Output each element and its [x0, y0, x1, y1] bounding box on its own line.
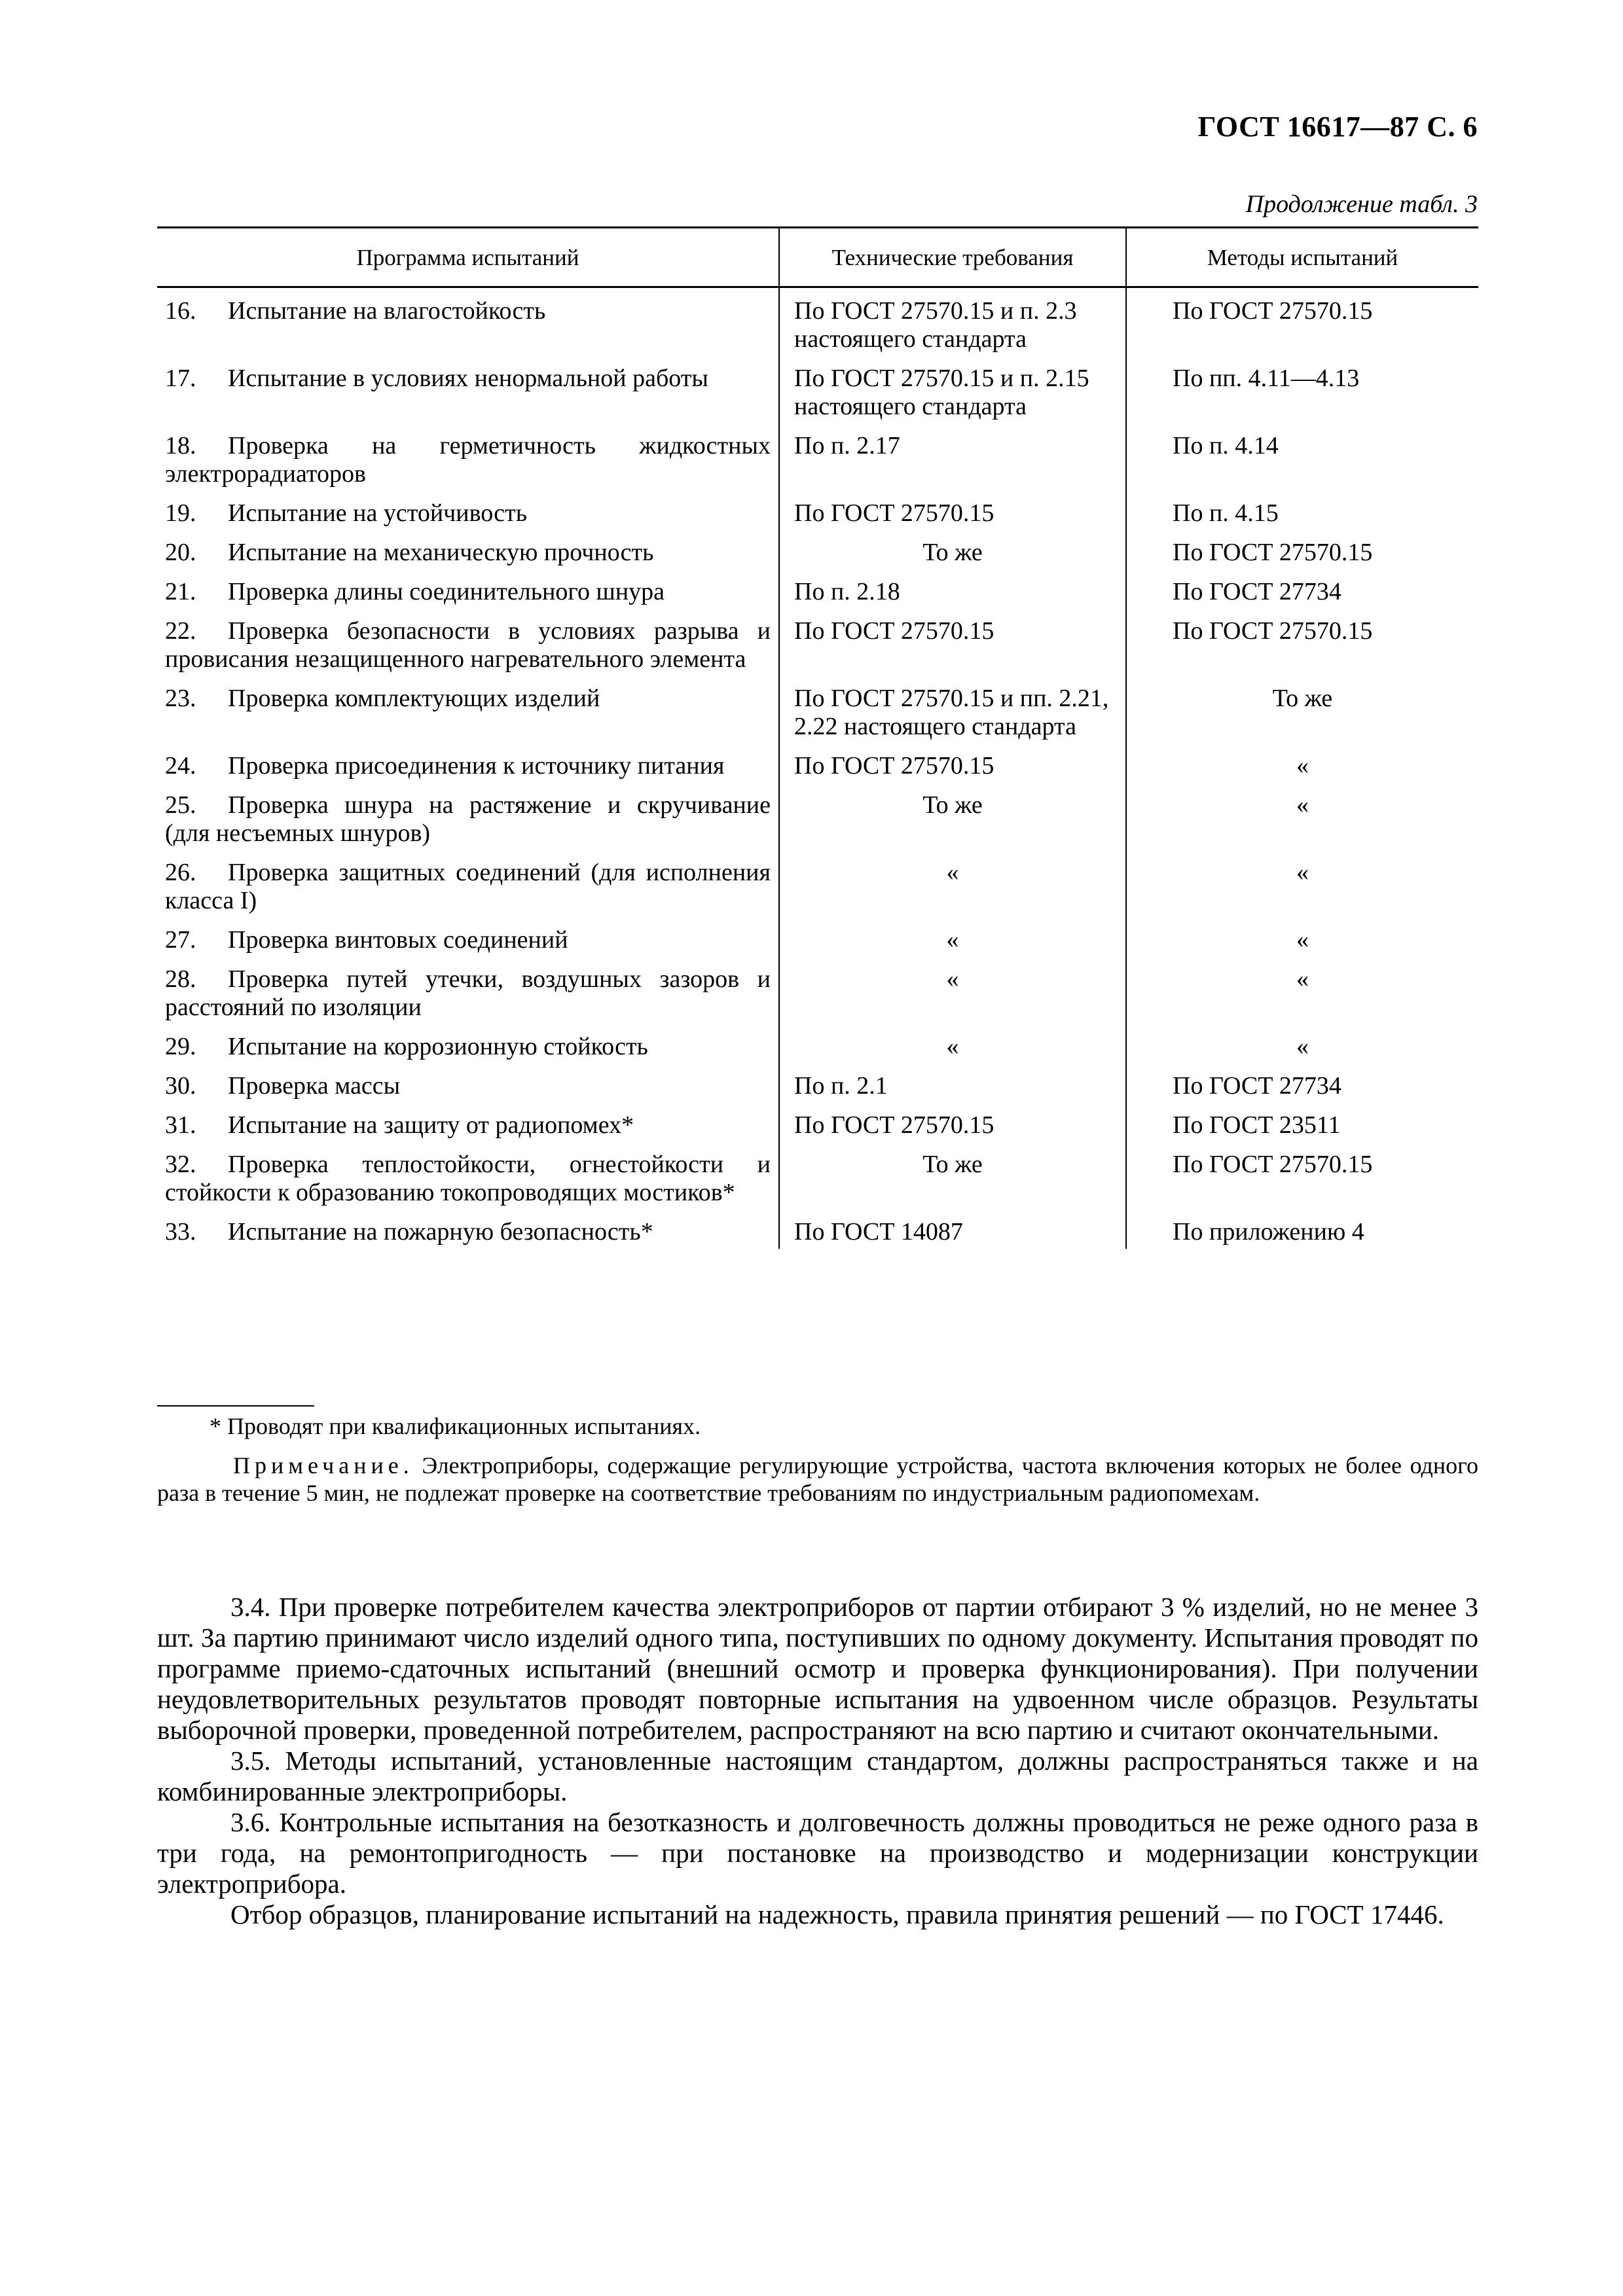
test-name: Испытание на устойчивость [228, 499, 528, 527]
footnote-divider [157, 1405, 314, 1407]
body-text [157, 1592, 1478, 1930]
cell-test-program [157, 617, 779, 685]
cell-requirements: « [779, 859, 1126, 926]
cell-requirements: По п. 2.18 [779, 578, 1126, 617]
cell-methods: По приложению 4 [1126, 1218, 1478, 1249]
cell-methods: « [1126, 926, 1478, 965]
cell-requirements: По п. 2.17 [779, 432, 1126, 499]
test-name: Испытание в условиях ненормальной работы [228, 365, 708, 392]
row-number: 33. [165, 1218, 196, 1246]
row-number: 28. [165, 965, 196, 993]
cell-test-program [157, 1151, 779, 1218]
paragraph-3-6: 3.6. Контрольные испытания на безотказность и долговечность должны проводиться не реже одного раза в три года, на ремонтопригодность — при постановке на производство и модернизации конструкции электроприбора. [157, 1807, 1478, 1899]
cell-test-program [157, 432, 779, 499]
table-row [157, 685, 1478, 752]
header-methods: Методы испытаний [1126, 228, 1478, 287]
cell-test-program [157, 1111, 779, 1151]
header-program: Программа испытаний [157, 228, 779, 287]
cell-methods: « [1126, 791, 1478, 859]
cell-requirements: По ГОСТ 14087 [779, 1218, 1126, 1249]
cell-methods: По ГОСТ 23511 [1126, 1111, 1478, 1151]
row-number: 16. [165, 297, 196, 325]
row-number: 25. [165, 791, 196, 819]
cell-test-program [157, 685, 779, 752]
cell-requirements: По ГОСТ 27570.15 и п. 2.3 настоящего стандарта [779, 287, 1126, 365]
row-number: 30. [165, 1072, 196, 1100]
row-number: 24. [165, 752, 196, 780]
cell-test-program [157, 1218, 779, 1249]
paragraph-sampling: Отбор образцов, планирование испытаний на надежность, правила принятия решений — по ГОСТ 17446. [230, 1899, 1444, 1929]
table-row [157, 365, 1478, 432]
test-name: Проверка теплостойкости, огнестойкости и стойкости к образованию токопроводящих мостиков* [165, 1151, 771, 1206]
cell-methods: По ГОСТ 27734 [1126, 578, 1478, 617]
test-name: Проверка массы [228, 1072, 401, 1100]
table-note [157, 1452, 1478, 1507]
row-number: 29. [165, 1033, 196, 1060]
test-name: Испытание на коррозионную стойкость [228, 1033, 648, 1060]
test-name: Испытание на механическую прочность [228, 539, 654, 566]
table-row [157, 432, 1478, 499]
cell-test-program [157, 926, 779, 965]
cell-methods: По п. 4.15 [1126, 499, 1478, 539]
table-row [157, 752, 1478, 791]
cell-methods: По пп. 4.11—4.13 [1126, 365, 1478, 432]
cell-methods: « [1126, 965, 1478, 1033]
row-number: 18. [165, 432, 196, 459]
cell-methods: По п. 4.14 [1126, 432, 1478, 499]
cell-requirements: По п. 2.1 [779, 1072, 1126, 1111]
table-caption: Продолжение табл. 3 [1245, 190, 1478, 218]
cell-requirements: По ГОСТ 27570.15 и пп. 2.21, 2.22 настоящего стандарта [779, 685, 1126, 752]
table-row [157, 617, 1478, 685]
cell-requirements: То же [779, 791, 1126, 859]
row-number: 21. [165, 578, 196, 605]
cell-methods: По ГОСТ 27570.15 [1126, 287, 1478, 365]
table-row [157, 965, 1478, 1033]
test-name: Проверка на герметичность жидкостных электрорадиаторов [165, 432, 771, 488]
cell-requirements: По ГОСТ 27570.15 [779, 752, 1126, 791]
cell-requirements: « [779, 1033, 1126, 1072]
test-name: Испытание на влагостойкость [228, 297, 546, 325]
cell-requirements: По ГОСТ 27570.15 и п. 2.15 настоящего стандарта [779, 365, 1126, 432]
row-number: 23. [165, 685, 196, 712]
row-number: 31. [165, 1111, 196, 1139]
cell-methods: « [1126, 752, 1478, 791]
cell-test-program [157, 578, 779, 617]
test-program-table [157, 226, 1478, 1249]
cell-methods: По ГОСТ 27570.15 [1126, 539, 1478, 578]
cell-requirements: То же [779, 539, 1126, 578]
cell-methods: По ГОСТ 27570.15 [1126, 617, 1478, 685]
row-number: 32. [165, 1151, 196, 1178]
table-row [157, 926, 1478, 965]
test-name: Проверка безопасности в условиях разрыва и провисания незащищенного нагревательного элемента [165, 617, 771, 673]
table-row [157, 539, 1478, 578]
table-row [157, 578, 1478, 617]
table-row [157, 859, 1478, 926]
table-row [157, 287, 1478, 365]
footnote: * Проводят при квалификационных испытаниях. [210, 1413, 701, 1439]
test-name: Проверка присоединения к источнику питания [228, 752, 725, 780]
cell-test-program [157, 499, 779, 539]
row-number: 27. [165, 926, 196, 954]
test-name: Проверка длины соединительного шнура [228, 578, 665, 605]
table-row [157, 499, 1478, 539]
test-name: Проверка шнура на растяжение и скручивание (для несъемных шнуров) [165, 791, 771, 847]
header-requirements: Технические требования [779, 228, 1126, 287]
cell-requirements: « [779, 965, 1126, 1033]
cell-requirements: « [779, 926, 1126, 965]
cell-methods: « [1126, 859, 1478, 926]
table-row [157, 1072, 1478, 1111]
paragraph-3-4: 3.4. При проверке потребителем качества электроприборов от партии отбирают 3 % изделий, но не менее 3 шт. За партию принимают число изделий одного типа, поступивших по одному документу. Испытания проводят по программе приемо-сдаточных испытаний (внешний осмотр и проверка функционирования). При получении неудовлетворительных результатов проводят повторные испытания на удвоенном числе образцов. Результаты выборочной проверки, проведенной потребителем, распространяют на всю партию и считают окончательными. [157, 1592, 1478, 1745]
cell-test-program [157, 287, 779, 365]
table-body [157, 287, 1478, 1249]
cell-test-program [157, 791, 779, 859]
cell-requirements: По ГОСТ 27570.15 [779, 1111, 1126, 1151]
table-row [157, 791, 1478, 859]
cell-test-program [157, 965, 779, 1033]
test-name: Испытание на пожарную безопасность* [228, 1218, 653, 1246]
note-label: Примечание. [233, 1452, 414, 1479]
row-number: 26. [165, 859, 196, 886]
row-number: 22. [165, 617, 196, 645]
test-name: Проверка путей утечки, воздушных зазоров и расстояний по изоляции [165, 965, 771, 1021]
cell-test-program [157, 859, 779, 926]
test-name: Проверка винтовых соединений [228, 926, 568, 954]
cell-requirements: По ГОСТ 27570.15 [779, 617, 1126, 685]
row-number: 20. [165, 539, 196, 566]
cell-methods: По ГОСТ 27734 [1126, 1072, 1478, 1111]
page-header: ГОСТ 16617—87 С. 6 [1197, 111, 1478, 143]
table-row [157, 1033, 1478, 1072]
cell-test-program [157, 1072, 779, 1111]
cell-test-program [157, 539, 779, 578]
table-header-row [157, 228, 1478, 287]
cell-methods: То же [1126, 685, 1478, 752]
note-text: Электроприборы, содержащие регулирующие устройства, частота включения которых не более одного раза в течение 5 мин, не подлежат проверке на соответствие требованиям по индустриальным радиопомехам. [157, 1452, 1479, 1506]
cell-test-program [157, 752, 779, 791]
paragraph-3-5: 3.5. Методы испытаний, установленные настоящим стандартом, должны распространяться также и на комбинированные электроприборы. [157, 1746, 1478, 1806]
test-name: Проверка комплектующих изделий [228, 685, 600, 712]
table-row [157, 1151, 1478, 1218]
cell-requirements: То же [779, 1151, 1126, 1218]
cell-test-program [157, 365, 779, 432]
cell-test-program [157, 1033, 779, 1072]
table-row [157, 1218, 1478, 1249]
cell-requirements: По ГОСТ 27570.15 [779, 499, 1126, 539]
cell-methods: « [1126, 1033, 1478, 1072]
row-number: 19. [165, 499, 196, 527]
cell-methods: По ГОСТ 27570.15 [1126, 1151, 1478, 1218]
test-name: Испытание на защиту от радиопомех* [228, 1111, 634, 1139]
table-row [157, 1111, 1478, 1151]
row-number: 17. [165, 365, 196, 392]
test-name: Проверка защитных соединений (для исполнения класса I) [165, 859, 771, 914]
